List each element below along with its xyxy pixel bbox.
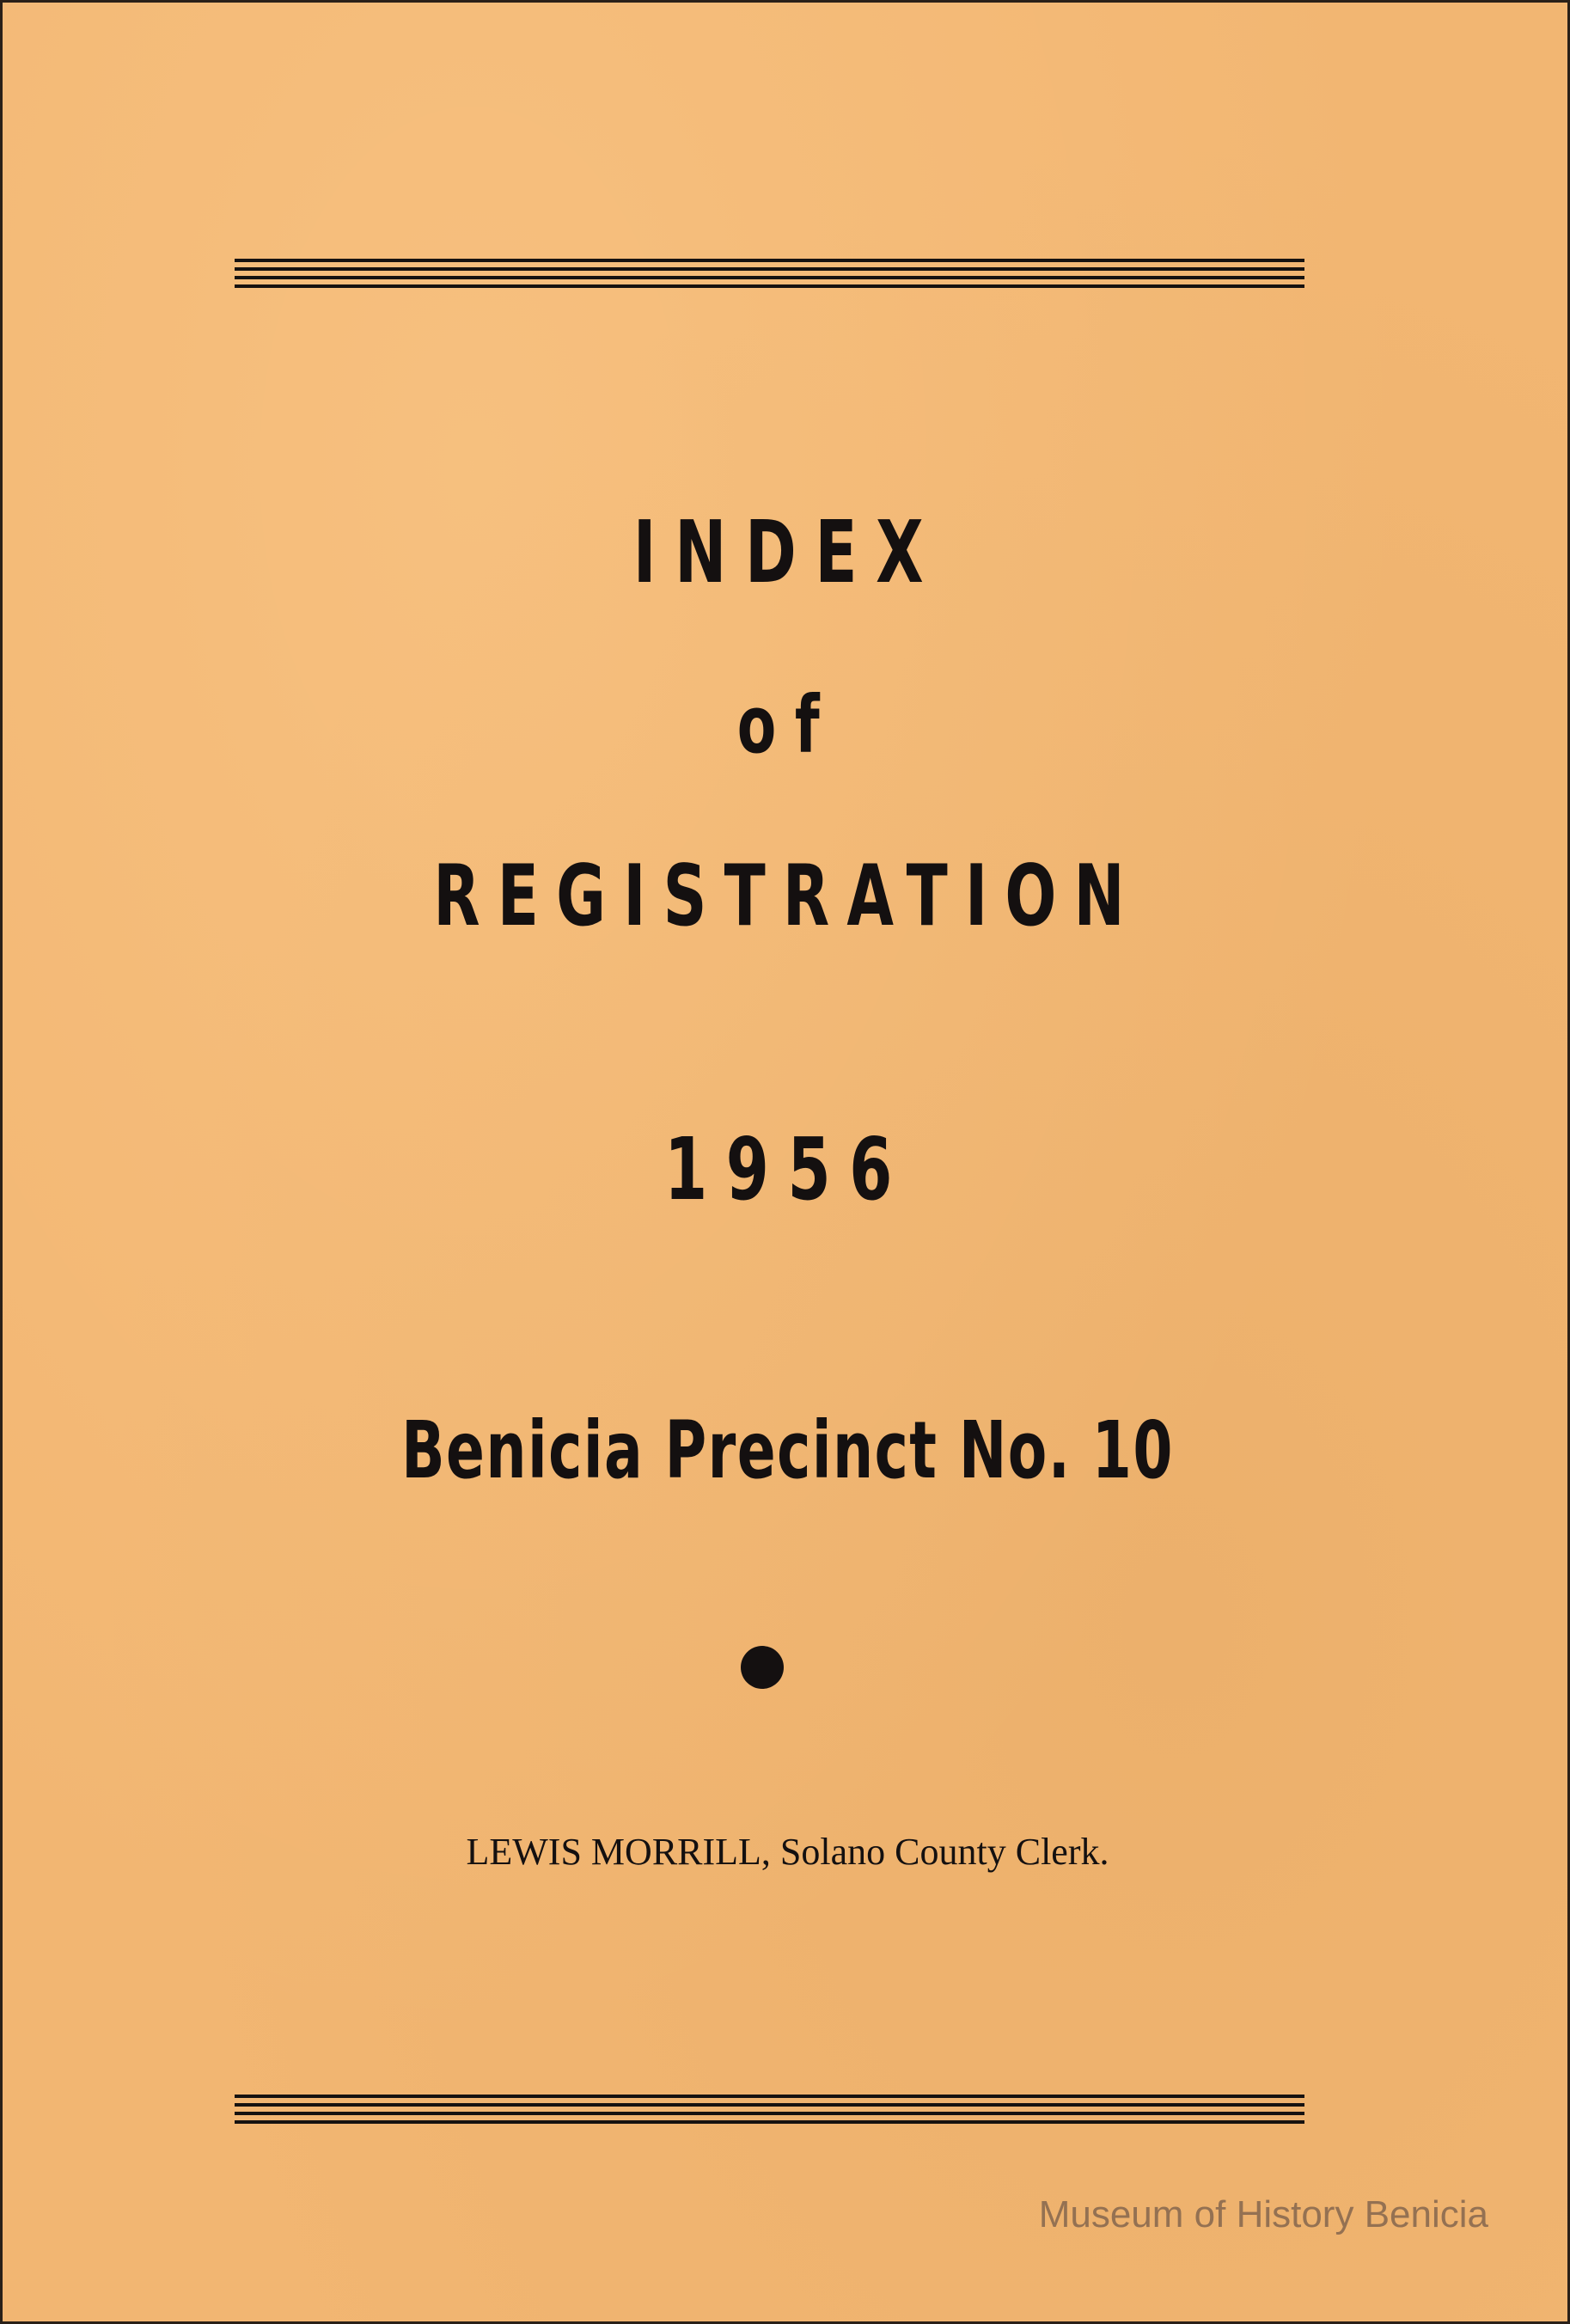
top-decorative-rule bbox=[235, 259, 1304, 293]
title-index: INDEX bbox=[632, 502, 943, 602]
bullet-dot bbox=[741, 1646, 784, 1689]
precinct-name: Benicia Precinct No. 10 bbox=[401, 1404, 1174, 1496]
year: 1956 bbox=[664, 1119, 911, 1220]
title-of: of bbox=[736, 679, 839, 771]
museum-watermark: Museum of History Benicia bbox=[1038, 2193, 1488, 2235]
bottom-decorative-rule bbox=[235, 2095, 1304, 2129]
county-clerk-line: LEWIS MORRILL, Solano County Clerk. bbox=[466, 1831, 1109, 1873]
title-registration: REGISTRATION bbox=[433, 847, 1142, 945]
